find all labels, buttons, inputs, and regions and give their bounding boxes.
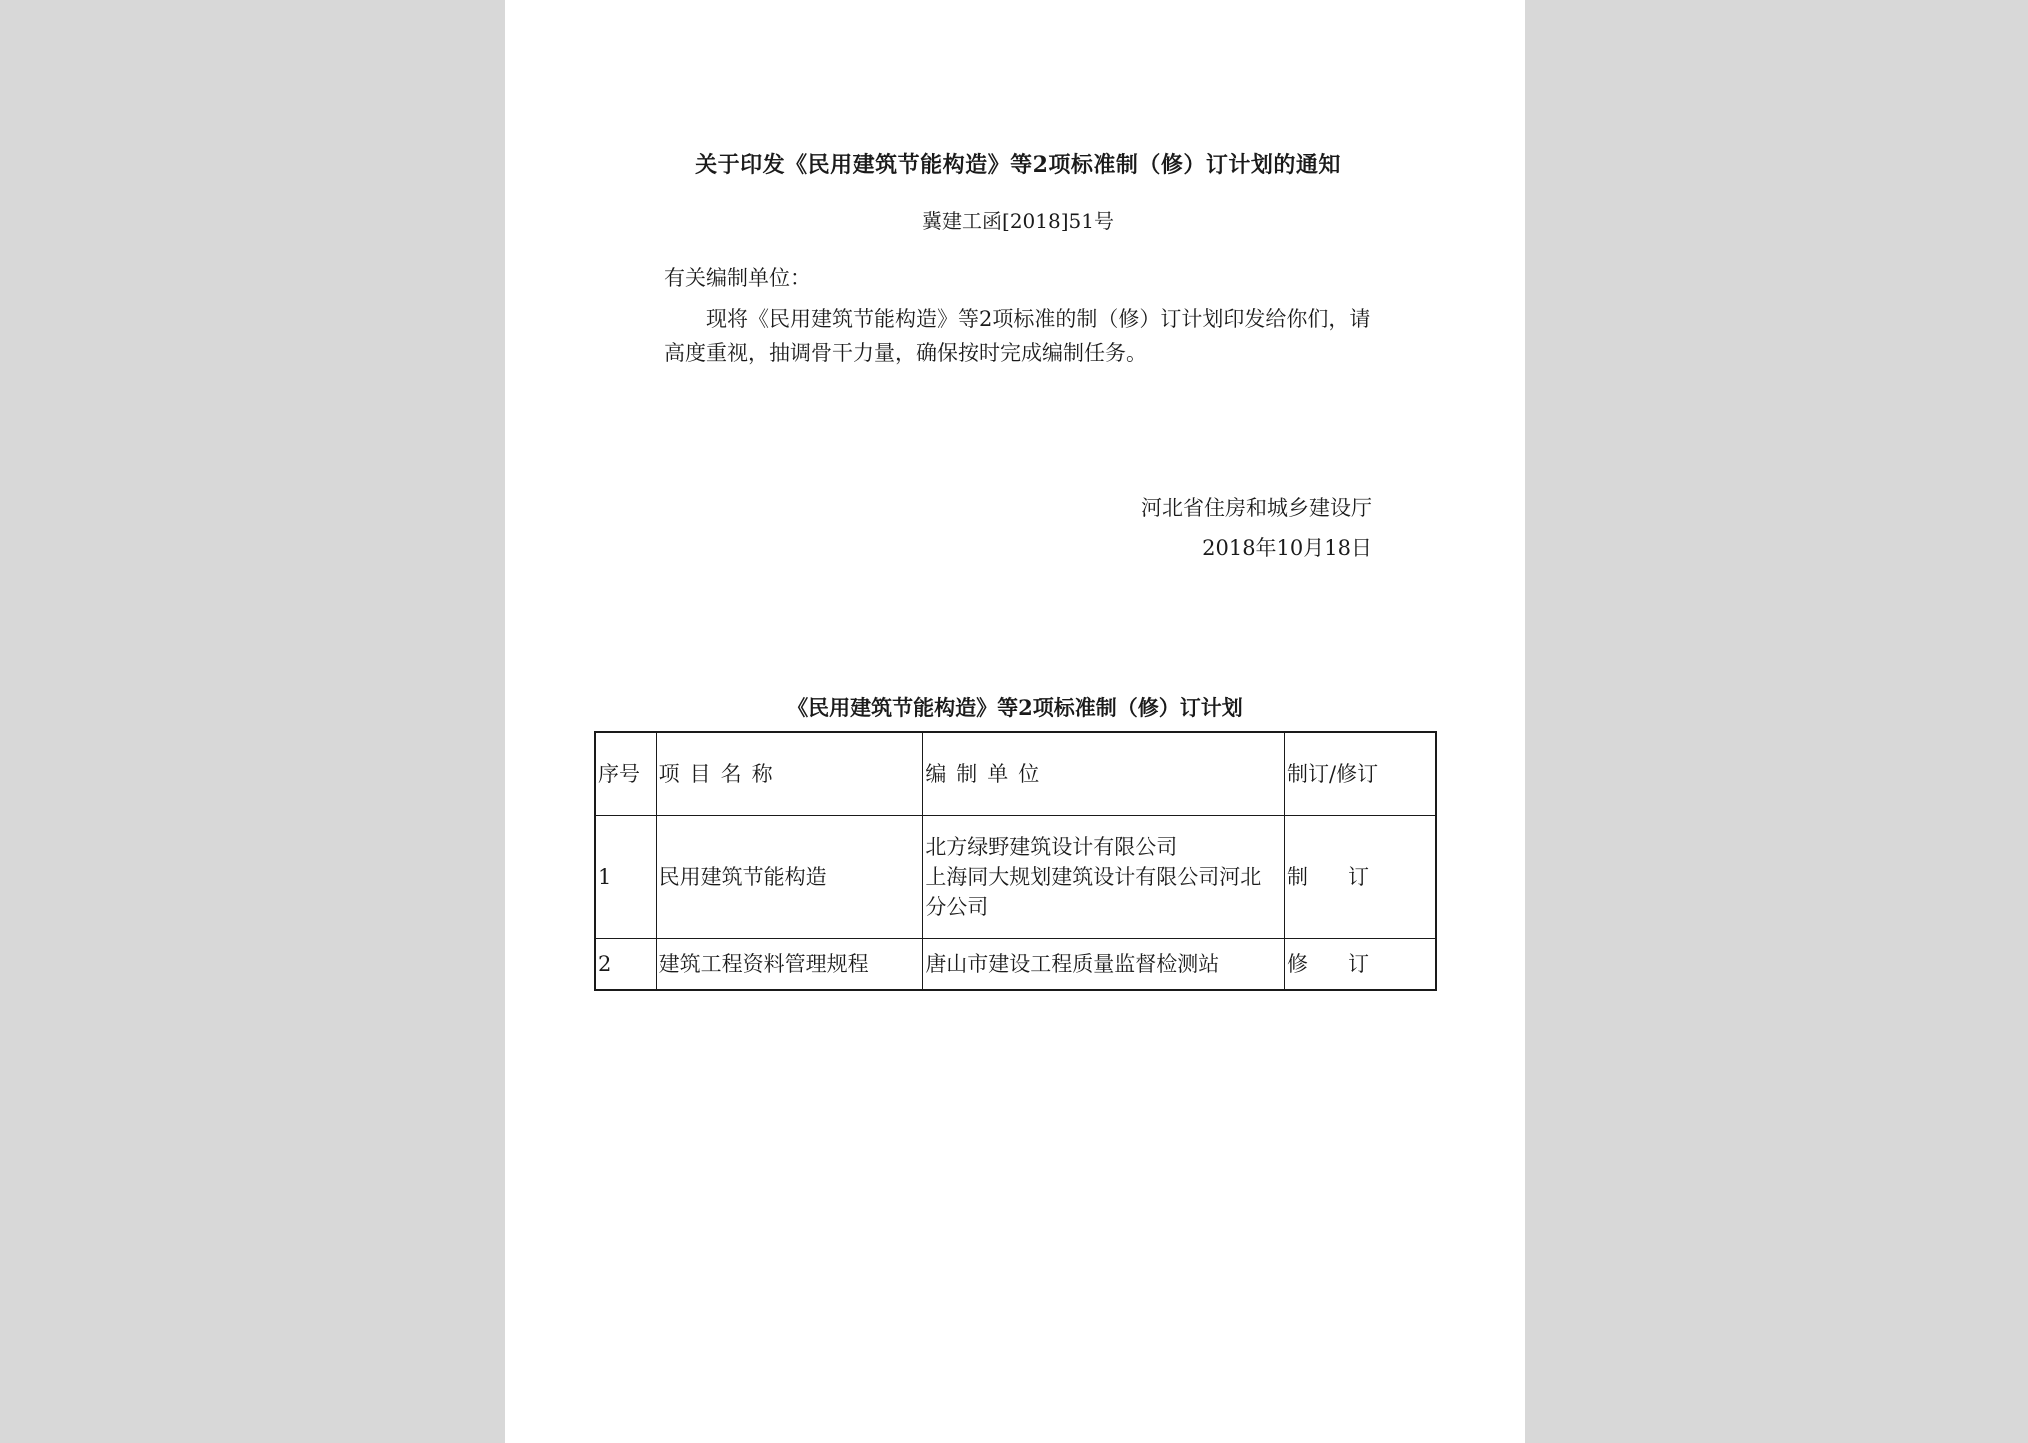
unit-name: 北方绿野建筑设计有限公司 — [925, 835, 1178, 859]
row-no: 1 — [595, 816, 656, 939]
header-project: 项目名称 — [656, 732, 923, 816]
row-unit — [923, 816, 1285, 939]
type-char: 订 — [1348, 865, 1370, 889]
row-unit — [923, 939, 1285, 991]
header-type: 制订/修订 — [1285, 732, 1436, 816]
row-project: 民用建筑节能构造 — [656, 816, 923, 939]
notice-body: 现将《民用建筑节能构造》等2项标准的制（修）订计划印发给你们，请高度重视，抽调骨干力量，确保按时完成编制任务。 — [664, 307, 1371, 365]
table-row — [595, 816, 1436, 939]
header-unit: 编制单位 — [923, 732, 1285, 816]
row-project: 建筑工程资料管理规程 — [656, 939, 923, 991]
row-type — [1285, 816, 1436, 939]
unit-name: 唐山市建设工程质量监督检测站 — [925, 952, 1220, 976]
notice-title: 关于印发《民用建筑节能构造》等2项标准制（修）订计划的通知 — [695, 152, 1341, 178]
plan-table-title: 《民用建筑节能构造》等2项标准制（修）订计划 — [787, 695, 1243, 720]
row-type — [1285, 939, 1436, 991]
document-page — [505, 0, 1525, 1443]
type-char: 制 — [1287, 865, 1309, 889]
issuer: 河北省住房和城乡建设厅 — [1141, 496, 1372, 520]
salutation: 有关编制单位： — [664, 266, 811, 290]
table-row — [595, 939, 1436, 991]
type-char: 订 — [1348, 952, 1370, 976]
issue-date: 2018年10月18日 — [1202, 536, 1372, 560]
unit-name: 上海同大规划建筑设计有限公司河北分公司 — [925, 865, 1262, 919]
document-number: 冀建工函[2018]51号 — [922, 209, 1114, 233]
plan-table — [594, 731, 1437, 991]
table-header-row — [595, 732, 1436, 816]
header-no: 序号 — [595, 732, 656, 816]
row-no: 2 — [595, 939, 656, 991]
type-char: 修 — [1287, 952, 1309, 976]
